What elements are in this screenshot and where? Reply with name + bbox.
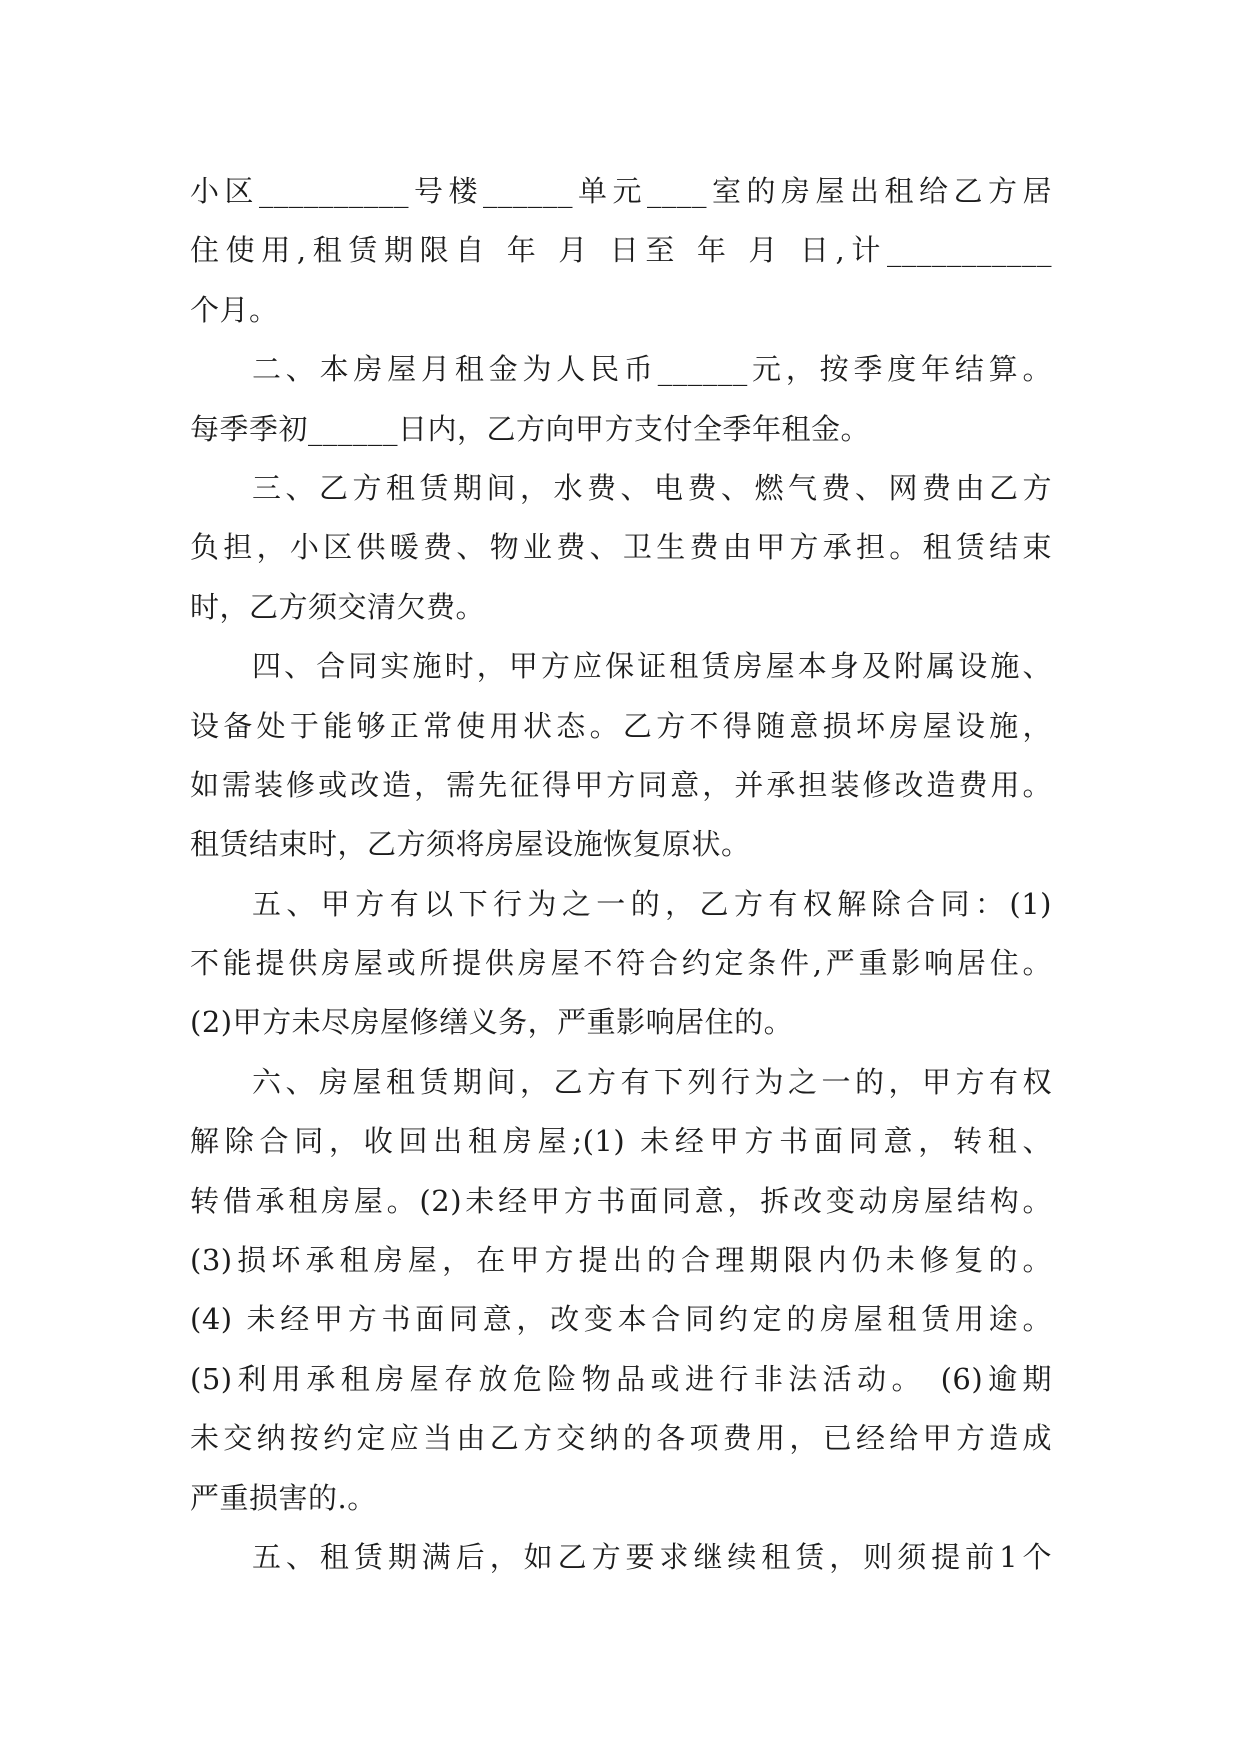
paragraph-first-line: 四、合同实施时，甲方应保证租赁房屋本身及附属设施、	[252, 649, 1052, 684]
text-line: 不能提供房屋或所提供房屋不符合约定条件,严重影响居住。	[190, 946, 1052, 981]
text-line: 个月。	[190, 292, 279, 327]
text-line: 如需装修或改造，需先征得甲方同意，并承担装修改造费用。	[190, 767, 1052, 802]
text-line: 负担，小区供暖费、物业费、卫生费由甲方承担。租赁结束	[190, 530, 1052, 565]
paragraph-first-line: 二、本房屋月租金为人民币______元，按季度年结算。	[252, 352, 1052, 387]
text-line: (2)甲方未尽房屋修缮义务，严重影响居住的。	[190, 1005, 794, 1040]
text-line: 每季季初______日内，乙方向甲方支付全季年租金。	[190, 411, 871, 446]
document-page	[190, 162, 1052, 1587]
text-line: 转借承租房屋。(2)未经甲方书面同意，拆改变动房屋结构。	[190, 1183, 1052, 1218]
text-line: 时，乙方须交清欠费。	[190, 589, 486, 624]
text-line: 租赁结束时，乙方须将房屋设施恢复原状。	[190, 827, 751, 862]
text-line: 解除合同，收回出租房屋;(1) 未经甲方书面同意，转租、	[190, 1124, 1052, 1159]
paragraph-first-line: 六、房屋租赁期间，乙方有下列行为之一的，甲方有权	[252, 1064, 1052, 1099]
text-line: 未交纳按约定应当由乙方交纳的各项费用，已经给甲方造成	[190, 1421, 1052, 1456]
text-line: 严重损害的.。	[190, 1480, 377, 1515]
text-line: 住使用,租赁期限自 年 月 日至 年 月 日,计___________	[190, 233, 1052, 268]
text-line: (4) 未经甲方书面同意，改变本合同约定的房屋租赁用途。	[190, 1302, 1052, 1337]
text-line: 设备处于能够正常使用状态。乙方不得随意损坏房屋设施，	[190, 708, 1052, 743]
text-line: 小区__________号楼______单元____室的房屋出租给乙方居	[190, 174, 1052, 208]
paragraph-first-line: 五、甲方有以下行为之一的，乙方有权解除合同：(1)	[252, 886, 1052, 921]
text-line: (5)利用承租房屋存放危险物品或进行非法活动。 (6)逾期	[190, 1361, 1052, 1396]
paragraph-first-line: 五、租赁期满后，如乙方要求继续租赁，则须提前1个	[252, 1539, 1052, 1574]
text-line: (3)损坏承租房屋，在甲方提出的合理期限内仍未修复的。	[190, 1243, 1052, 1278]
paragraph-first-line: 三、乙方租赁期间，水费、电费、燃气费、网费由乙方	[252, 470, 1052, 505]
